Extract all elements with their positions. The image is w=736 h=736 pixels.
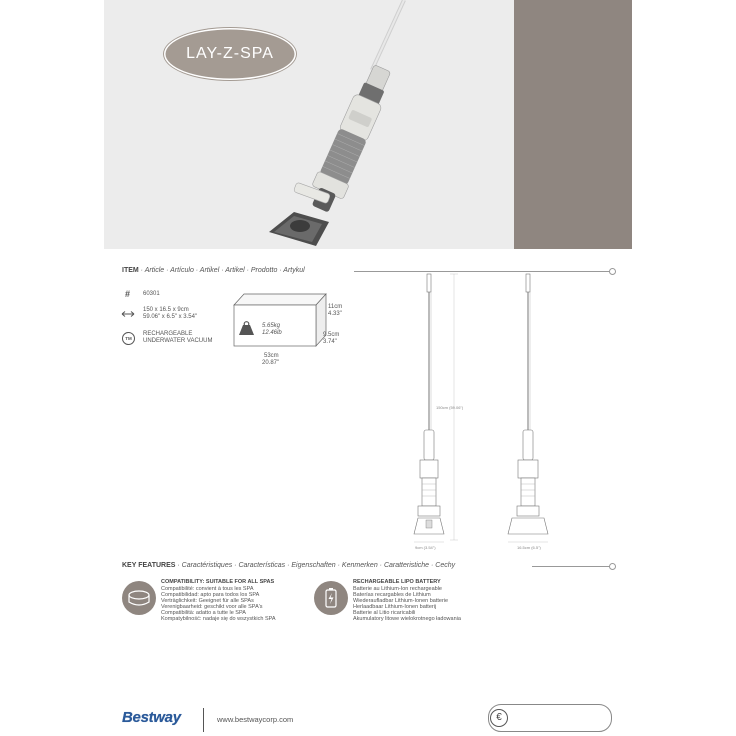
weight-lb: 12.46lb [262, 330, 282, 336]
rule-end-dot [609, 563, 616, 570]
lay-z-spa-logo [164, 28, 296, 80]
feature-2-line: Baterías recargables de Lithium [353, 592, 431, 598]
technical-drawing [400, 270, 570, 560]
article-number: 60301 [143, 291, 160, 297]
package-depth-in: 3.74" [323, 339, 337, 345]
rule-end-dot [609, 268, 616, 275]
feature-1-title: COMPATIBILITY: SUITABLE FOR ALL SPAS [161, 579, 275, 585]
hero-color-panel [514, 0, 632, 249]
euro-icon: € [490, 709, 508, 727]
dimensions-metric: 150 x 16.5 x 9cm [143, 307, 189, 313]
spa-compatibility-icon [122, 581, 156, 615]
tm-icon: TM [122, 332, 135, 345]
item-heading-translations: · Article · Artículo · Artikel · Artikel · Prodotto · Artykul [138, 267, 305, 274]
package-height-cm: 11cm [328, 304, 343, 310]
height-dimension-label: 150cm (59.06") [436, 405, 464, 410]
hash-icon: # [125, 289, 131, 299]
product-type-line2: UNDERWATER VACUUM [143, 338, 213, 344]
feature-2-line: Herlaadbaar Lithium-Ionen batterij [353, 604, 437, 610]
feature-1-line: Verenigbaarheid: geschikt voor alle SPA's [161, 604, 263, 610]
package-box-drawing [230, 290, 330, 350]
price-box [488, 704, 612, 732]
dimensions-imperial: 59.06" x 6.5" x 3.54" [143, 314, 198, 320]
battery-icon [314, 581, 348, 615]
key-features-heading [122, 562, 455, 569]
feature-2-title: RECHARGEABLE LIPO BATTERY [353, 579, 441, 585]
side-width-label: 16.5cm (6.5") [517, 545, 541, 550]
front-width-label: 9cm (3.54") [415, 545, 436, 550]
weight-kg: 5.65kg [262, 323, 281, 329]
brand-name: LAY-Z-SPA [186, 45, 274, 62]
item-heading [122, 267, 305, 274]
feature-1-line: Compatibilità: adatto a tutte le SPA [161, 610, 246, 616]
key-features-rule [532, 566, 610, 567]
item-heading-bold: ITEM [122, 267, 139, 274]
weight-icon [238, 321, 255, 336]
feature-1-line: Compatibilidad: apto para todos los SPA [161, 592, 260, 598]
feature-1-line: Kompatybilność: nadaje się do wszystkich SPA [161, 616, 276, 622]
key-features-heading-translations: · Caractéristiques · Características · Eigenschaften · Kenmerken · Caratteristiche · Cechy [175, 562, 456, 569]
feature-2-line: Batterie au Lithium-Ion rechargeable [353, 586, 442, 592]
feature-1-line: Compatibilité: convient à tous les SPA [161, 586, 254, 592]
package-length-cm: 53cm [264, 353, 279, 359]
package-depth-cm: 9.5cm [323, 332, 340, 338]
feature-2-line: Batterie al Litio ricaricabili [353, 610, 416, 616]
key-features-heading-bold: KEY FEATURES [122, 562, 176, 569]
package-height-in: 4.33" [328, 311, 342, 317]
product-type-line1: RECHARGEABLE [143, 331, 193, 337]
footer-divider [203, 708, 204, 732]
website-link[interactable]: www.bestwaycorp.com [217, 715, 294, 724]
side-view-drawing [508, 274, 548, 542]
feature-2-line: Akumulatory litowe wielokrotnego ładowania [353, 616, 461, 622]
bestway-logo[interactable]: Bestway [122, 709, 181, 726]
dimensions-arrow-icon [121, 310, 135, 318]
feature-1-line: Verträglichkeit: Geeignet für alle SPAs [161, 598, 254, 604]
package-length-in: 20.87" [262, 360, 280, 366]
feature-2-line: Wiederaufladbar Lithium-Ionen batterie [353, 598, 449, 604]
